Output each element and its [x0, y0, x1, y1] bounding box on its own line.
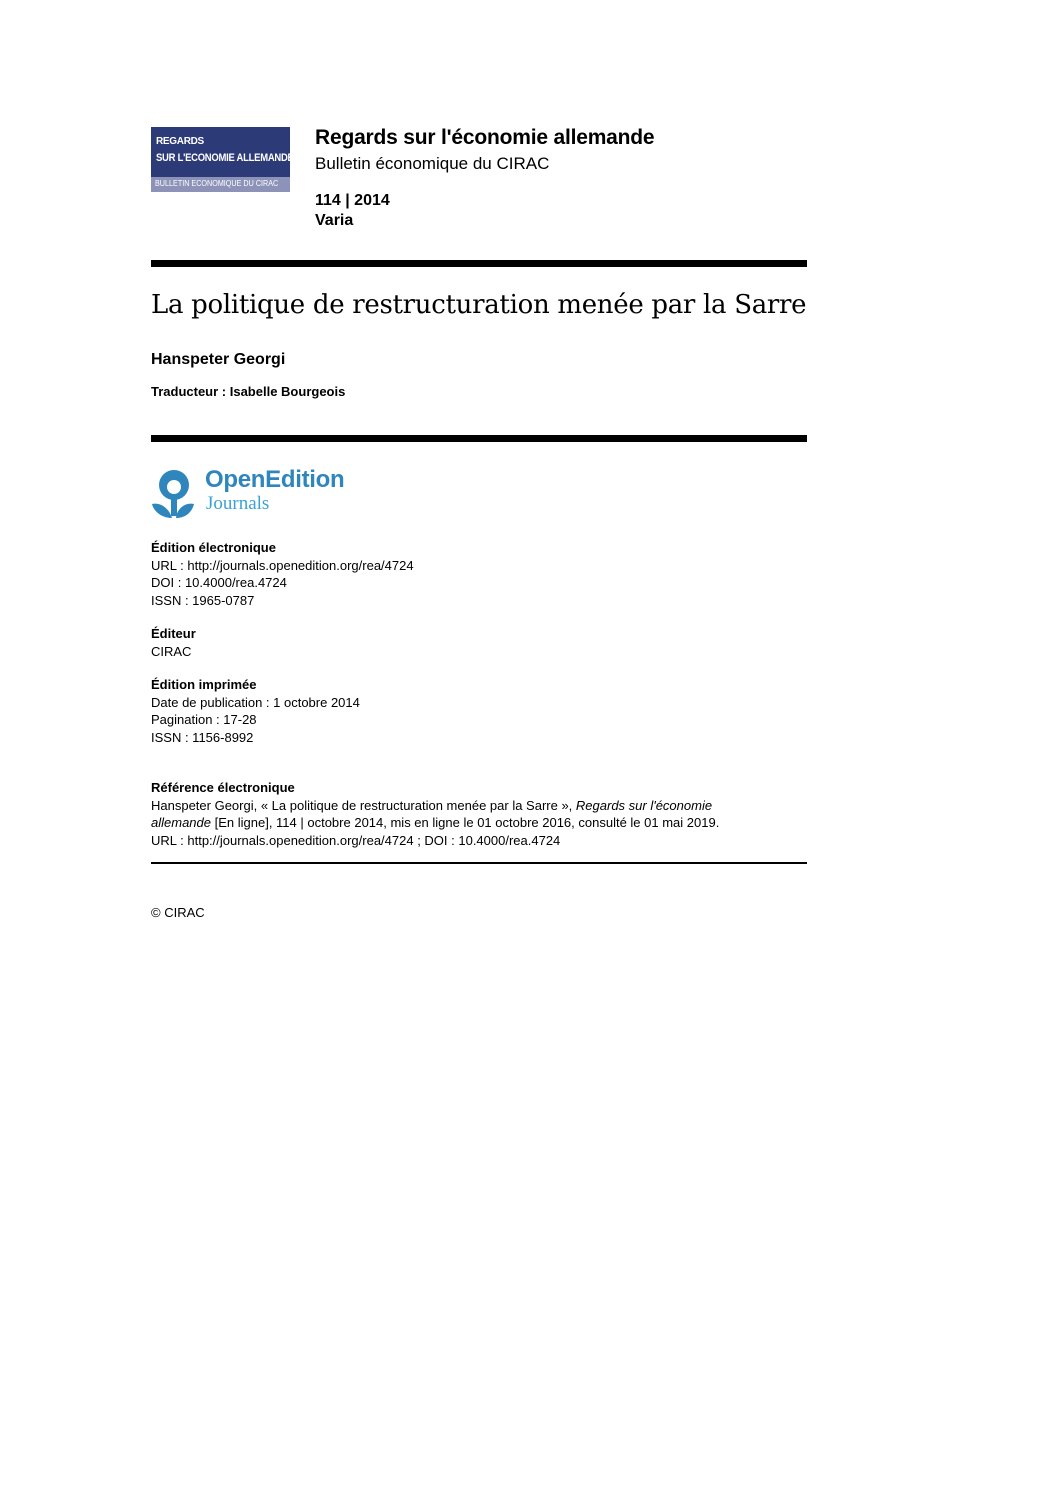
article-author: Hanspeter Georgi [151, 351, 286, 368]
copyright: © CIRAC [151, 905, 205, 920]
electronic-edition-url[interactable]: URL : http://journals.openedition.org/rea/4724 [151, 557, 414, 573]
middle-divider [151, 435, 807, 442]
reference-details: [En ligne], 114 | octobre 2014, mis en ligne le 01 octobre 2016, consulté le 01 mai 2019. [211, 815, 720, 830]
print-edition-pagination: Pagination : 17-28 [151, 712, 257, 727]
issue-number: 114 | 2014 [315, 192, 390, 209]
editor-block [151, 625, 196, 660]
electronic-edition-doi[interactable]: DOI : 10.4000/rea.4724 [151, 575, 287, 590]
electronic-edition-heading: Édition électronique [151, 540, 276, 555]
article-translator: Traducteur : Isabelle Bourgeois [151, 384, 346, 399]
reference-journal-part1: Regards sur l'économie [575, 797, 713, 813]
journal-title: Regards sur l'économie allemande [315, 126, 655, 149]
print-edition [151, 676, 360, 746]
reference-journal-part2: allemande [151, 815, 211, 830]
section-name: Varia [315, 212, 354, 229]
print-edition-date: Date de publication : 1 octobre 2014 [151, 694, 360, 710]
bottom-divider [151, 862, 807, 864]
journal-subtitle: Bulletin économique du CIRAC [315, 154, 550, 173]
editor-heading: Éditeur [151, 626, 196, 641]
print-edition-issn: ISSN : 1156-8992 [151, 729, 254, 745]
journal-logo-line2: SUR L'ECONOMIE ALLEMANDE [156, 152, 294, 164]
openedition-sub: Journals [206, 493, 270, 514]
reference-url-doi[interactable]: URL : http://journals.openedition.org/rea/4724 ; DOI : 10.4000/rea.4724 [151, 832, 561, 848]
journal-logo-line3: BULLETIN ECONOMIQUE DU CIRAC [155, 179, 279, 188]
reference-line1 [151, 797, 719, 815]
reference-prefix: Hanspeter Georgi, « La politique de restructuration menée par la Sarre », [151, 797, 576, 813]
electronic-edition-issn: ISSN : 1965-0787 [151, 592, 255, 608]
print-edition-heading: Édition imprimée [151, 677, 257, 692]
electronic-reference [151, 779, 719, 849]
reference-heading: Référence électronique [151, 780, 295, 795]
top-divider [151, 260, 807, 267]
journal-logo [151, 127, 294, 192]
reference-line2 [151, 814, 719, 832]
editor-name: CIRAC [151, 643, 192, 659]
openedition-flower-icon [150, 466, 196, 527]
article-title: La politique de restructuration menée par la Sarre [151, 290, 807, 320]
journal-logo-strip [151, 177, 290, 192]
journal-logo-line1: REGARDS [156, 136, 204, 147]
electronic-edition [151, 539, 414, 609]
openedition-name: OpenEdition [205, 466, 345, 493]
